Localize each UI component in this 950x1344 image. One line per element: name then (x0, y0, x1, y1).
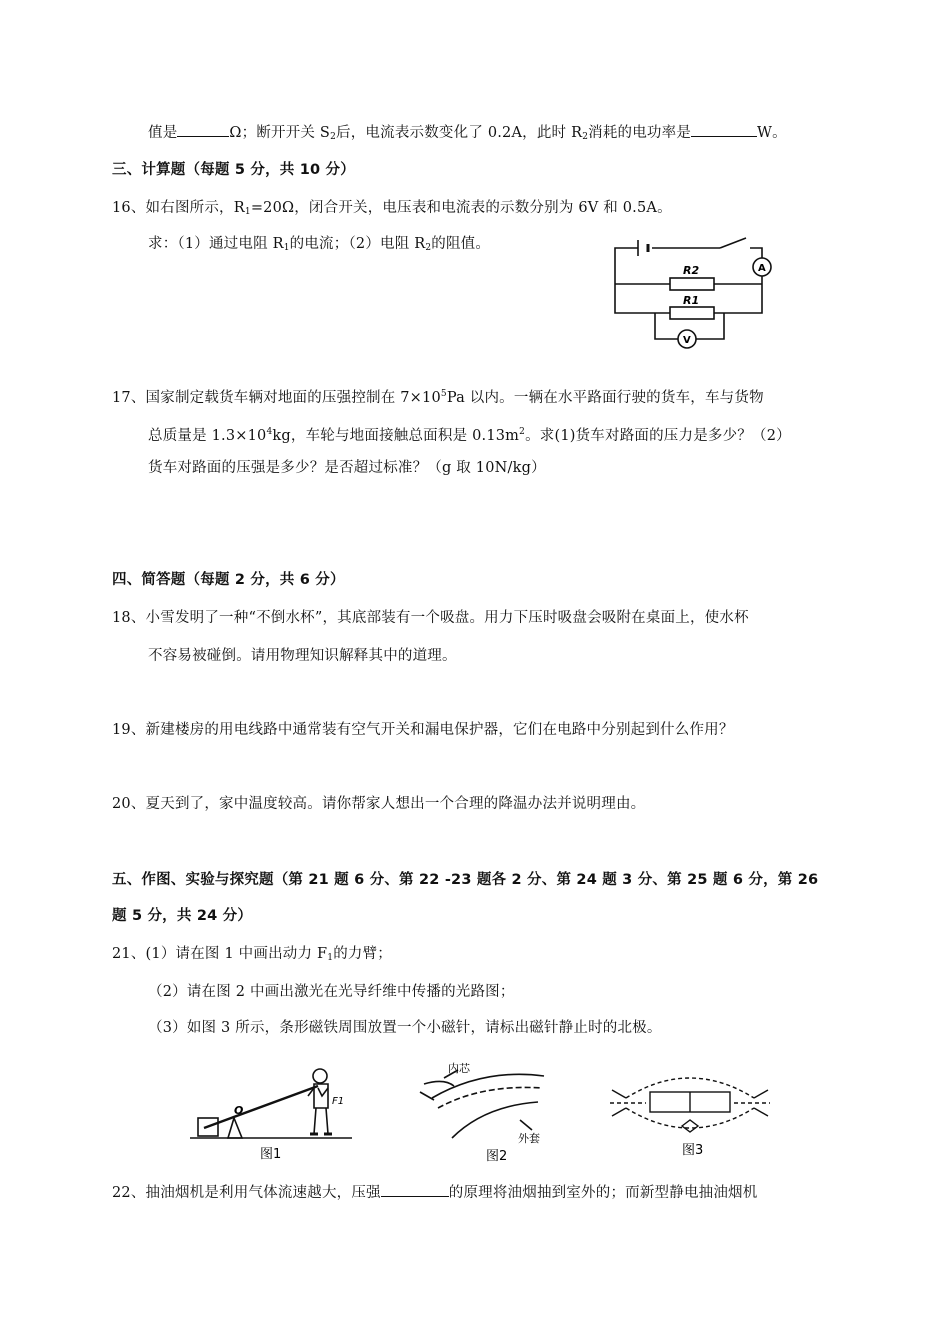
section-5-title-line-2: 题 5 分，共 24 分） (112, 908, 253, 924)
resistor-r2 (670, 278, 714, 290)
sheath-label: 外套 (518, 1132, 540, 1145)
text: Ω；断开开关 S (229, 125, 331, 141)
question-18-line-2: 不容易被碰倒。请用物理知识解释其中的道理。 (148, 648, 457, 664)
core-label: 内芯 (448, 1062, 470, 1075)
text: 总质量是 1.3×10 (148, 428, 267, 444)
r2-label: R2 (683, 264, 700, 277)
question-18-line-1: 18、小雪发明了一种“不倒水杯”，其底部装有一个吸盘。用力下压时吸盘会吸附在桌面上，使水杯 (112, 610, 749, 626)
fulcrum-label: O (234, 1104, 244, 1117)
lever-bar (204, 1086, 318, 1128)
superscript: 4 (266, 427, 273, 437)
text: 21、(1）请在图 1 中画出动力 F (112, 946, 328, 962)
figure-3-caption: 图3 (682, 1143, 704, 1158)
text: 求：（1）通过电阻 R (148, 236, 284, 252)
text: 的原理将油烟抽到室外的；而新型静电抽油烟机 (448, 1185, 758, 1201)
figure-2-caption: 图2 (486, 1149, 508, 1164)
voltmeter-label: V (683, 335, 691, 346)
text: 22、抽油烟机是利用气体流速越大，压强 (112, 1185, 381, 1201)
subscript: 1 (283, 243, 290, 253)
figure-2-optical-fiber (414, 1058, 554, 1166)
section-3-title: 三、计算题（每题 5 分，共 10 分） (112, 162, 355, 178)
question-17-line-1 (112, 384, 764, 408)
force-label: F1 (332, 1096, 345, 1107)
text: W。 (757, 125, 787, 141)
question-19-line-1: 19、新建楼房的用电线路中通常装有空气开关和漏电保护器，它们在电路中分别起到什么作用？ (112, 722, 734, 738)
ammeter-label: A (758, 263, 766, 274)
superscript: 2 (519, 427, 526, 437)
text: kg，车轮与地面接触总面积是 0.13m (272, 428, 520, 444)
circuit-diagram (600, 236, 790, 354)
answer-blank[interactable] (381, 1182, 449, 1197)
answer-blank[interactable] (177, 122, 229, 137)
figure-1-lever (190, 1062, 360, 1164)
text: 的阻值。 (431, 236, 491, 252)
fiber-outer-top (432, 1074, 544, 1098)
fiber-core (438, 1087, 542, 1108)
text: 值是 (148, 125, 178, 141)
figure-1-caption: 图1 (260, 1147, 282, 1162)
question-17-line-2 (148, 422, 791, 446)
question-22-line-1 (112, 1182, 757, 1203)
section-4-title: 四、简答题（每题 2 分，共 6 分） (112, 572, 345, 588)
text: 17、国家制定载货车辆对地面的压强控制在 7×10 (112, 390, 441, 406)
question-20-line-1: 20、夏天到了，家中温度较高。请你帮家人想出一个合理的降温办法并说明理由。 (112, 796, 646, 812)
question-16-line-1 (112, 198, 672, 222)
question-17-line-3: 货车对路面的压强是多少？是否超过标准？（g 取 10N/kg） (148, 460, 546, 476)
switch-icon (720, 238, 746, 248)
text: 消耗的电功率是 (588, 125, 692, 141)
question-16-line-2 (148, 234, 490, 258)
compass-needle-icon (682, 1120, 698, 1132)
text: 后，电流表示数变化了 0.2A，此时 R (336, 125, 583, 141)
subscript: 1 (327, 953, 334, 963)
text: 16、如右图所示，R (112, 200, 245, 216)
continuation-line (148, 122, 787, 147)
superscript: 5 (440, 389, 447, 399)
answer-blank[interactable] (691, 122, 757, 137)
subscript: 2 (425, 243, 432, 253)
question-21-line-1 (112, 944, 392, 968)
text: 。求(1)货车对路面的压力是多少？（2） (525, 428, 791, 444)
text: Pa 以内。一辆在水平路面行驶的货车，车与货物 (446, 390, 764, 406)
subscript: 2 (582, 132, 589, 142)
section-5-title-line-1: 五、作图、实验与探究题（第 21 题 6 分、第 22 -23 题各 2 分、第 24 题 3 分、第 25 题 6 分，第 26 (112, 872, 819, 888)
text: 的力臂； (333, 946, 392, 962)
fulcrum (228, 1118, 242, 1138)
question-21-line-2: （2）请在图 2 中画出激光在光导纤维中传播的光路图； (148, 984, 515, 1000)
subscript: 1 (244, 207, 251, 217)
person-head (313, 1069, 327, 1083)
resistor-r1 (670, 307, 714, 319)
text: 的电流；（2）电阻 R (289, 236, 426, 252)
subscript: 2 (330, 132, 337, 142)
text: =20Ω，闭合开关，电压表和电流表的示数分别为 6V 和 0.5A。 (250, 200, 672, 216)
r1-label: R1 (683, 294, 700, 307)
question-21-line-3: （3）如图 3 所示，条形磁铁周围放置一个小磁针，请标出磁针静止时的北极。 (148, 1020, 662, 1036)
figure-3-bar-magnet (606, 1064, 774, 1160)
